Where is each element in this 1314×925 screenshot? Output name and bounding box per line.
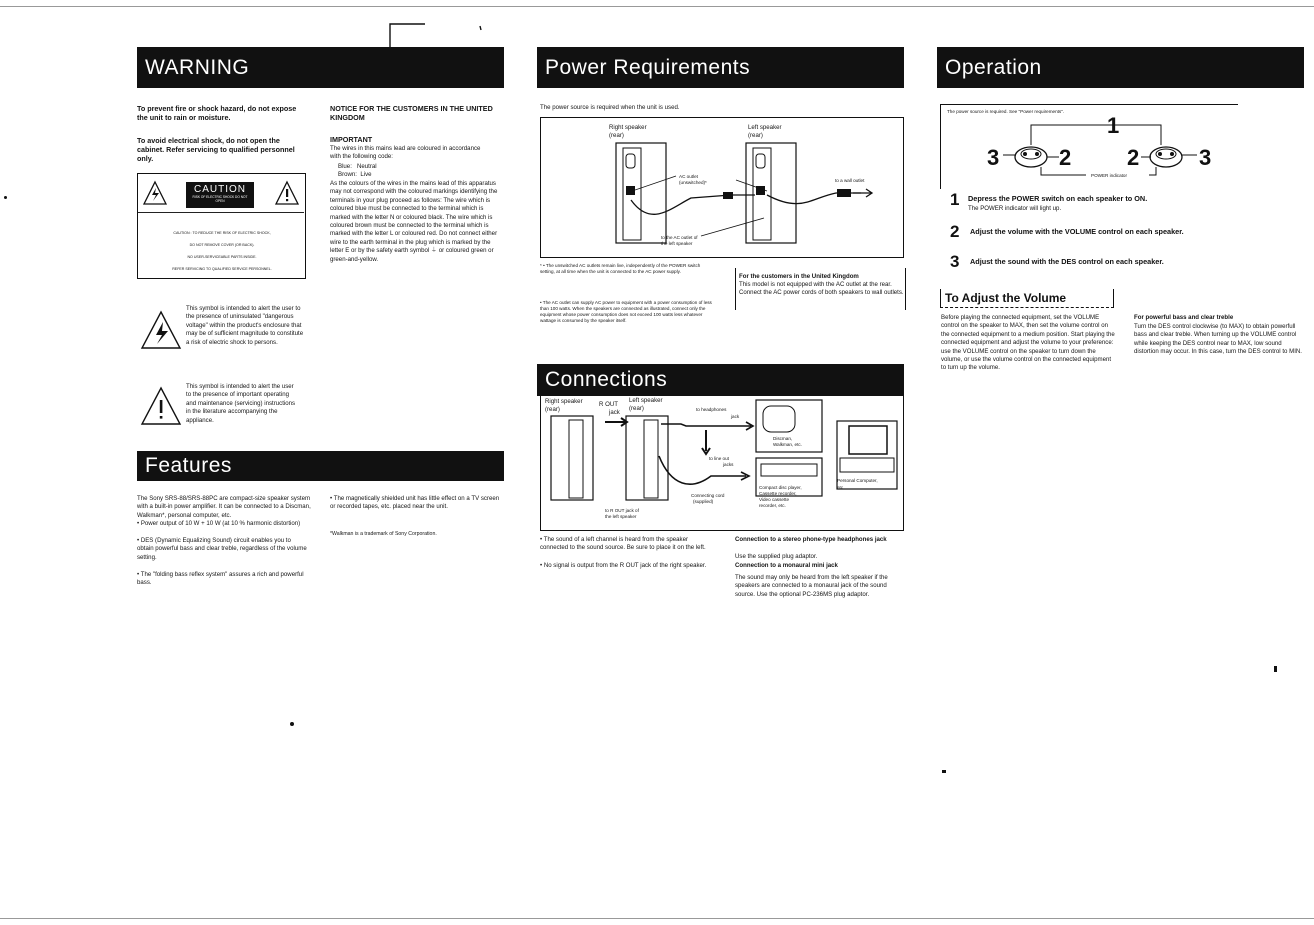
power-diagram (540, 117, 904, 258)
conn-jack: jack (609, 409, 620, 416)
notice-body: As the colours of the wires in the mains lead of this apparatus may not correspond with the coloured markings identifying the terminals in your plug proceed as follows: The wire which is coloured blue must be connected to the terminal which is marked with the letter N or coloured black. The wire which is coloured brown must be connected to the terminal which is marked with the letter L or coloured red. Do not connect either wire to the earth terminal in the plug which is marked by the letter E or by the safety earth symbol ⏚ or coloured green or green-and-yellow. (330, 180, 498, 263)
step-1-text: Depress the POWER switch on each speaker to ON. (968, 194, 1148, 203)
step-2-number: 2 (950, 222, 960, 241)
features-trademark: *Walkman is a trademark of Sony Corporation. (330, 531, 437, 537)
exclamation-triangle-icon (274, 180, 300, 206)
notice-brown: Brown: Live (338, 171, 372, 178)
warning-title: WARNING (145, 55, 250, 79)
conn-right-speaker: Right speaker (545, 398, 583, 405)
caution-sub: RISK OF ELECTRIC SHOCK DO NOT OPEN (192, 195, 248, 203)
power-right-speaker: Right speaker (609, 124, 647, 131)
step-3-number: 3 (950, 252, 960, 271)
lightning-symbol-icon (140, 310, 182, 350)
conn-discman: Discman, (773, 436, 793, 441)
callout-2-left: 2 (1059, 145, 1072, 170)
power-note-1: * • The unswitched AC outlets remain live, independently of the POWER switch setting, at all time when the unit is connected to the AC power supply. (540, 263, 701, 274)
conn-stereo-body: Use the supplied plug adaptor. (735, 553, 818, 560)
conn-the-left-speaker: the left speaker (605, 514, 637, 519)
uk-note-title: For the customers in the United Kingdom (739, 273, 859, 280)
callout-3-right: 3 (1199, 145, 1212, 170)
lightning-triangle-icon (142, 180, 168, 206)
conn-connecting-cord: Connecting cord (691, 493, 725, 498)
power-right-rear: (rear) (609, 132, 624, 139)
caution-divider (138, 212, 304, 213)
conn-cassette: Cassette recorder, (759, 491, 797, 496)
features-bullet-right: • The magnetically shielded unit has little effect on a TV screen or recorded tapes, etc. placed near the unit. (330, 495, 500, 511)
scan-speck (290, 722, 294, 726)
conn-pc: Personal Computer, (837, 478, 878, 483)
operation-intro: The power source is required. See "Power requirements". (947, 109, 1065, 114)
connections-title: Connections (545, 368, 668, 391)
conn-r-out: R OUT (599, 401, 618, 408)
warning-fire: To prevent fire or shock hazard, do not expose the unit to rain or moisture. (137, 104, 297, 122)
features-intro: The Sony SRS-88/SRS-88PC are compact-size speaker system with a built-in power amplifier. It can be connected to a Discman, Walkman*, personal computer, etc. (137, 495, 311, 519)
scan-speck (942, 770, 946, 773)
caution-line-2: DO NOT REMOVE COVER (OR BACK). (189, 243, 255, 247)
callout-1: 1 (1107, 113, 1120, 138)
step-2-text: Adjust the volume with the VOLUME control on each speaker. (970, 227, 1184, 236)
caution-line-1: CAUTION : TO REDUCE THE RISK OF ELECTRIC SHOCK, (173, 231, 271, 235)
conn-video-cassette: Video cassette (759, 497, 790, 502)
caution-label-box (137, 173, 306, 279)
operation-heading (937, 47, 1304, 88)
conn-line-jacks: jacks (723, 462, 734, 467)
power-speakers-drawing (541, 118, 903, 257)
conn-bullet-1: • The sound of a left channel is heard from the speaker connected to the sound source. Be sure to place it on the left. (540, 536, 706, 552)
adjust-volume-title: To Adjust the Volume (945, 291, 1067, 305)
conn-supplied: (supplied) (693, 499, 714, 504)
step-1-sub: The POWER indicator will light up. (968, 205, 1062, 212)
warning-shock: To avoid electrical shock, do not open the cabinet. Refer servicing to qualified personnel only. (137, 136, 295, 163)
notice-blue: Blue: Neutral (338, 163, 377, 170)
conn-to-r-out: to R OUT jack of (605, 508, 639, 513)
lightning-symbol-text: This symbol is intended to alert the user to the presence of uninsulated "dangerous voltage" within the product's enclosure that may be of sufficient magnitude to constitute a risk of electric shock to persons. (186, 305, 304, 346)
conn-recorder: recorder, etc. (759, 503, 786, 508)
notice-intro: The wires in this mains lead are coloured in accordance with the following code: (330, 145, 481, 161)
power-ac-outlet: AC outlet (679, 174, 698, 179)
conn-headphones-jack: jack (731, 414, 740, 419)
scan-speck (4, 196, 7, 199)
connections-diagram (540, 396, 904, 531)
operation-title: Operation (945, 55, 1042, 79)
exclamation-symbol-icon (140, 386, 182, 426)
power-to-ac-outlet: to the AC outlet of (661, 235, 698, 240)
conn-mono-body: The sound may only be heard from the left speaker if the speakers are connected to a monaural jack of the sound source. Use the optional PC-236MS plug adaptor. (735, 574, 888, 598)
connections-drawing (541, 396, 903, 530)
features-heading (137, 451, 504, 481)
callout-2-right: 2 (1127, 145, 1140, 170)
callout-3-left: 3 (987, 145, 1000, 170)
uk-note-box (735, 268, 906, 310)
conn-pc-etc: etc. (837, 485, 845, 490)
conn-to-headphones: to headphones (696, 407, 727, 412)
conn-right-rear: (rear) (545, 406, 560, 413)
operation-diagram (940, 104, 1238, 189)
notice-important: IMPORTANT (330, 135, 373, 144)
conn-to-line-out: to line out (709, 456, 729, 461)
uk-note-body: This model is not equipped with the AC outlet at the rear. Connect the AC power cords of both speakers to wall outlets. (739, 281, 904, 297)
features-bullet-2: • DES (Dynamic Equalizing Sound) circuit enables you to obtain powerful bass and clear treble, regardless of the volume setting. (137, 537, 307, 561)
features-bullet-3: • The "folding bass reflex system" assures a rich and powerful bass. (137, 571, 304, 587)
power-heading (537, 47, 904, 88)
conn-bullet-2: • No signal is output from the R OUT jack of the right speaker. (540, 562, 707, 569)
features-bullet-1: • Power output of 10 W + 10 W (at 10 % harmonic distortion) (137, 520, 301, 527)
power-left-rear: (rear) (748, 132, 763, 139)
conn-mono-title: Connection to a monaural mini jack (735, 562, 838, 569)
power-to-wall: to a wall outlet (835, 178, 865, 183)
conn-cd-player: Compact disc player, (759, 485, 802, 490)
conn-left-speaker: Left speaker (629, 397, 663, 404)
bottom-rule (0, 918, 1314, 919)
step-3-text: Adjust the sound with the DES control on each speaker. (970, 257, 1164, 266)
warning-heading (137, 47, 504, 88)
page-tab-mark (385, 20, 485, 50)
connections-heading (537, 364, 904, 396)
power-the-left-speaker: the left speaker (661, 241, 693, 246)
caution-line-4: REFER SERVICING TO QUALIFIED SERVICE PERSONNEL. (172, 267, 272, 271)
notice-title: NOTICE FOR THE CUSTOMERS IN THE UNITED KINGDOM (330, 104, 493, 122)
exclamation-symbol-text: This symbol is intended to alert the user to the presence of important operating and maintenance (servicing) instructions in the literature accompanying the appliance. (186, 383, 296, 424)
conn-stereo-title: Connection to a stereo phone-type headphones jack (735, 536, 887, 543)
adjust-volume-right-title: For powerful bass and clear treble (1134, 314, 1234, 321)
features-title: Features (145, 454, 232, 477)
power-left-speaker: Left speaker (748, 124, 782, 131)
step-1-number: 1 (950, 190, 960, 209)
caution-badge (186, 182, 254, 208)
caution-line-3: NO USER-SERVICEABLE PARTS INSIDE. (187, 255, 257, 259)
conn-left-rear: (rear) (629, 405, 644, 412)
top-rule (0, 6, 1314, 7)
power-intro: The power source is required when the unit is used. (540, 104, 680, 111)
adjust-volume-heading (940, 289, 1114, 308)
power-title: Power Requirements (545, 55, 751, 79)
adjust-volume-left: Before playing the connected equipment, set the VOLUME control on the speaker to MAX, then set the volume control on the connected equipment to a medium position. Start playing the connected equipment and adjust the volume to your preference: use the VOLUME control on the speaker to turn down the volume, or use the volume control on the connected equipment to turn up the volume. (941, 314, 1115, 372)
caution-text: CAUTION (194, 184, 246, 195)
power-unswitched: (unswitched)* (679, 180, 707, 185)
conn-walkman: Walkman, etc. (773, 442, 802, 447)
power-indicator-label: POWER indicator (1091, 173, 1127, 178)
adjust-volume-right: Turn the DES control clockwise (to MAX) to obtain powerfull bass and clear treble. When turning up the VOLUME control while keeping the DES control near to MAX, low sound distortion may occur. In this case, turn the DES control to MIN. (1134, 323, 1302, 356)
scan-speck (1274, 666, 1277, 672)
operation-drawing (941, 105, 1237, 189)
power-note-2: • The AC outlet can supply AC power to equipment with a power consumption of less than 100 watts. When the speakers are connected as illustrated, connect only the equipment whose power consumption does not exceed 100 watts less whatever wattage is consumed by the speaker itself. (540, 300, 712, 323)
